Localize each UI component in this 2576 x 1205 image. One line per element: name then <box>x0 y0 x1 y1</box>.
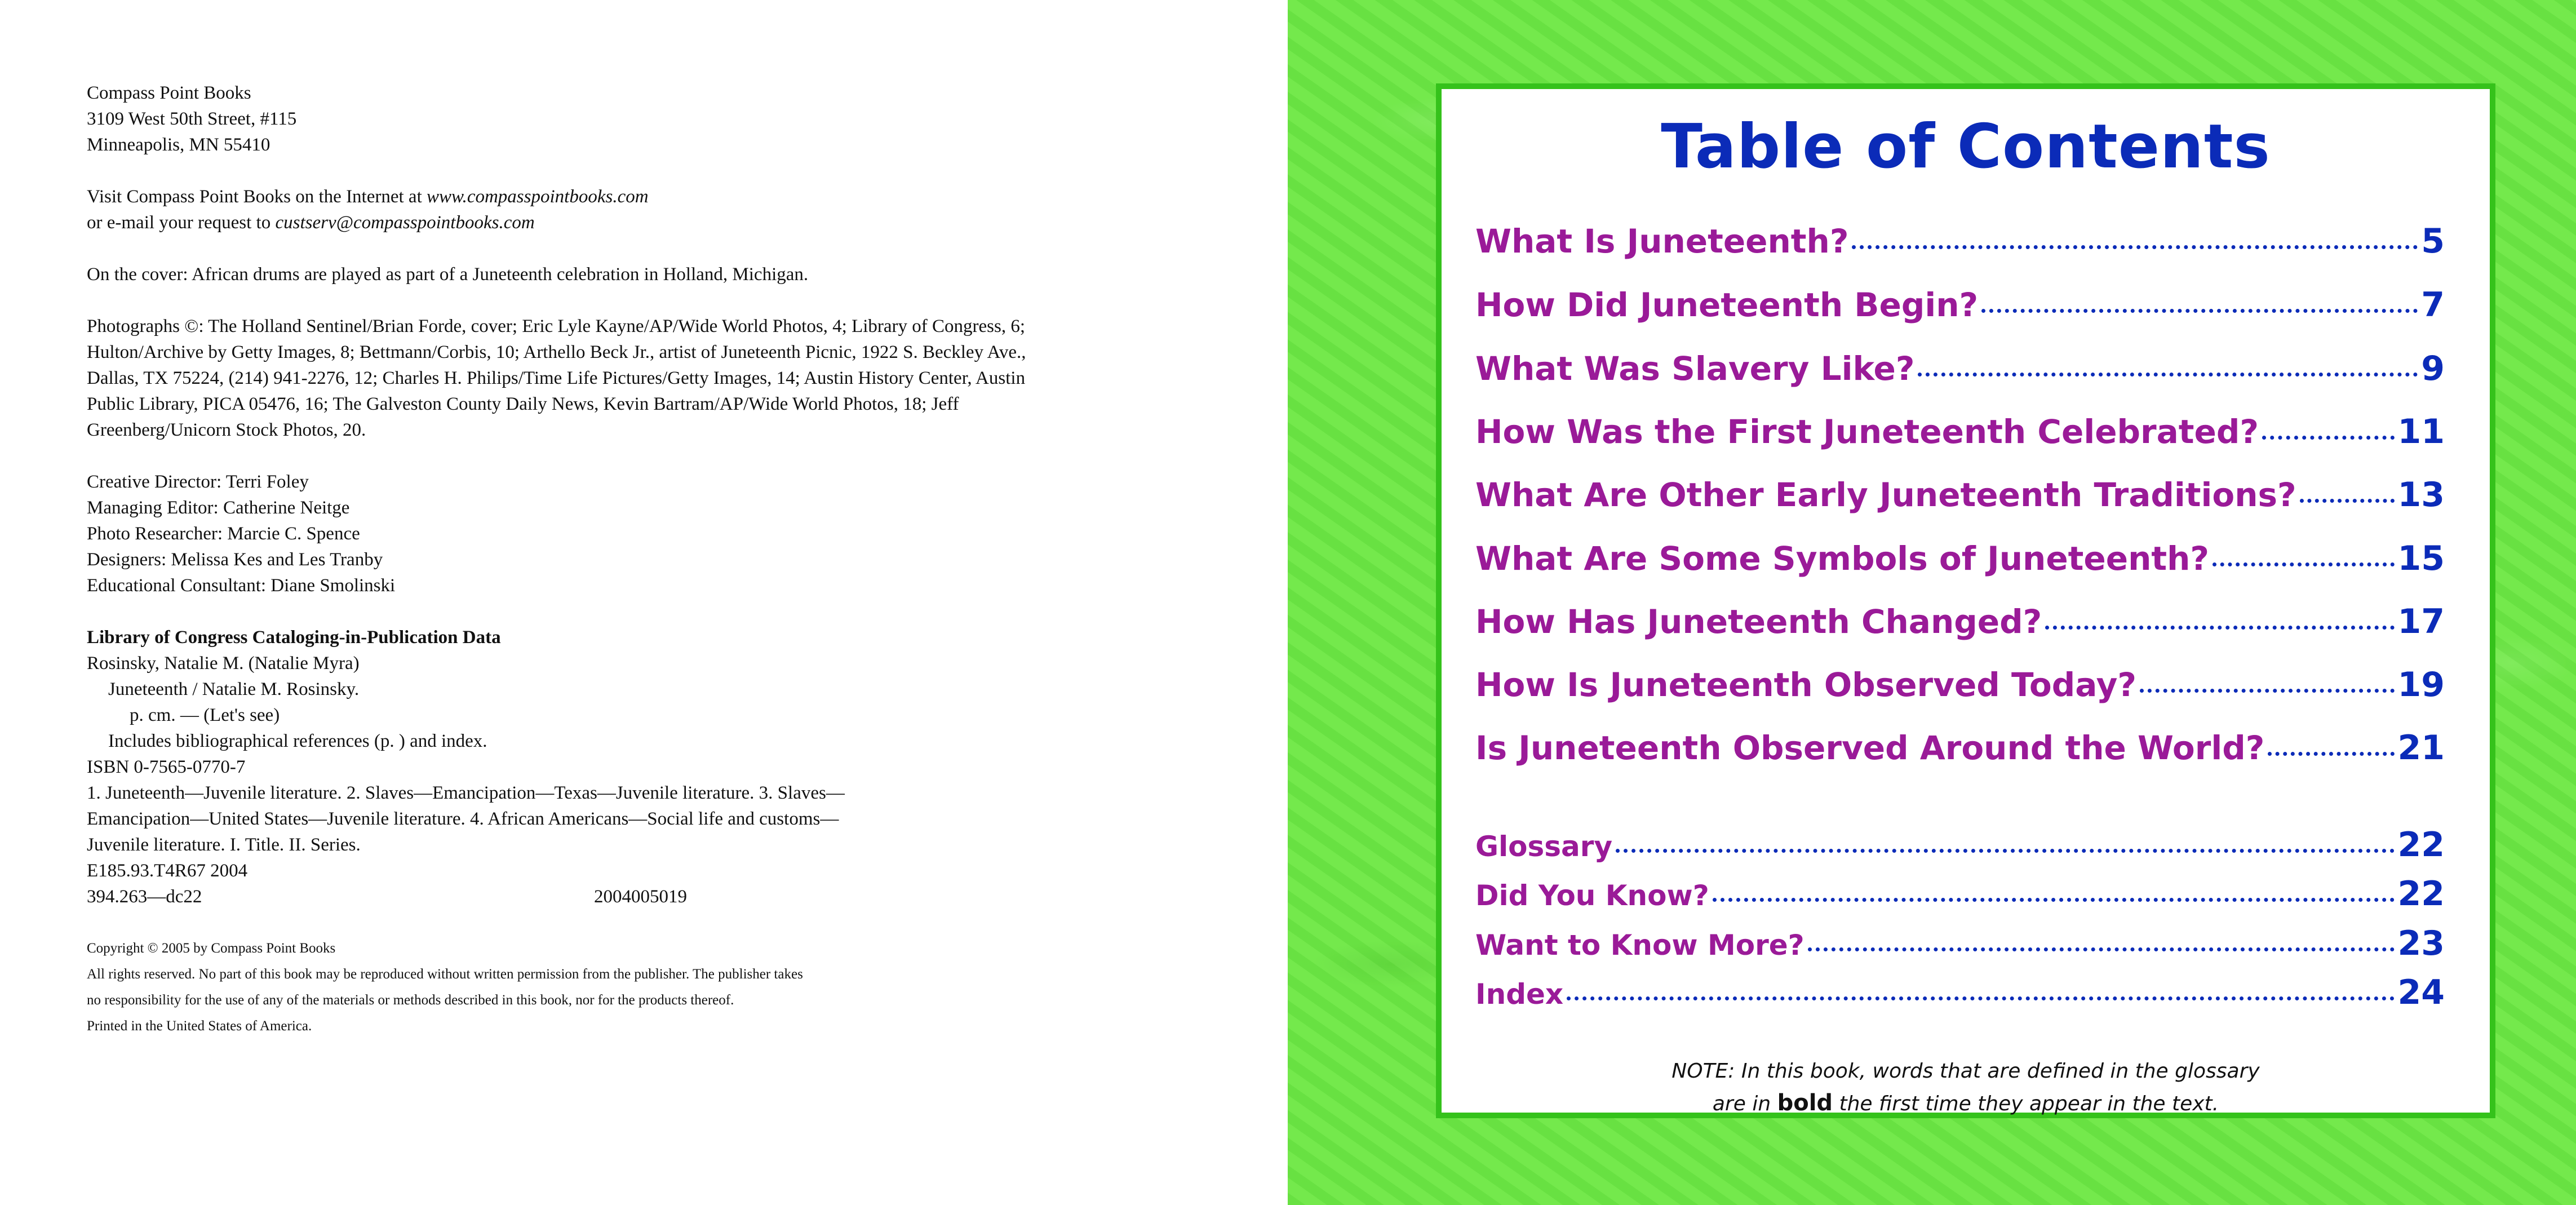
cover-note-text: On the cover: African drums are played as part of a Juneteenth celebration in Holland, Michigan. <box>87 264 809 285</box>
toc-entry-page: 7 <box>2421 285 2445 325</box>
dot-leader <box>1852 245 2418 249</box>
cip-subjects-line: 1. Juneteenth—Juvenile literature. 2. Slaves—Emancipation—Texas—Juvenile literature. 3. Slaves— <box>87 783 845 803</box>
toc-entry-page: 23 <box>2397 924 2445 963</box>
visit-line-1: Visit Compass Point Books on the Internet at www.compasspointbooks.com <box>87 187 649 207</box>
dot-leader <box>1808 947 2395 951</box>
copyright-line: no responsibility for the use of any of the materials or methods described in this book, nor for the products thereof. <box>87 993 734 1008</box>
toc-entry-title: Did You Know? <box>1475 879 1709 912</box>
toc-entry-page: 15 <box>2397 539 2445 578</box>
toc-entry-page: 19 <box>2397 665 2445 705</box>
toc-entry-title: What Was Slavery Like? <box>1475 349 1915 388</box>
photo-credits-line: Hulton/Archive by Getty Images, 8; Bettmann/Corbis, 10; Arthello Beck Jr., artist of Juneteenth Picnic, 1922 S. Beckley Ave., <box>87 342 1026 362</box>
dot-leader <box>2140 689 2394 693</box>
toc-entry-page: 22 <box>2397 825 2445 865</box>
website-link[interactable]: www.compasspointbooks.com <box>427 187 649 207</box>
copyright-line: All rights reserved. No part of this book may be reproduced without written permission from the publisher. The publisher takes <box>87 967 803 982</box>
publisher-address <box>87 80 296 158</box>
staff-credits <box>87 469 395 599</box>
cip-data <box>87 624 845 910</box>
cip-dewey: 394.263—dc22 <box>87 887 202 907</box>
email-link[interactable]: custserv@compasspointbooks.com <box>275 212 535 233</box>
toc-entry[interactable] <box>1475 285 2445 330</box>
credit-line: Designers: Melissa Kes and Les Tranby <box>87 550 383 570</box>
visit-info <box>87 184 649 236</box>
dot-leader <box>1567 996 2394 1000</box>
cip-title: Juneteenth / Natalie M. Rosinsky. <box>108 679 360 699</box>
photo-credits-line: Photographs ©: The Holland Sentinel/Brian Forde, cover; Eric Lyle Kayne/AP/Wide World Photos, 4; Library of Congress, 6; <box>87 316 1026 336</box>
toc-back-entry[interactable] <box>1475 825 2445 870</box>
photo-credits-line: Greenberg/Unicorn Stock Photos, 20. <box>87 420 366 440</box>
toc-entry-page: 13 <box>2397 475 2445 515</box>
toc-entry[interactable] <box>1475 475 2445 520</box>
toc-entry-title: How Is Juneteenth Observed Today? <box>1475 666 2137 704</box>
glossary-note-line-2: are in bold the first time they appear in the text. <box>1712 1090 2219 1116</box>
toc-entry[interactable] <box>1475 221 2445 267</box>
dot-leader <box>1616 849 2394 853</box>
toc-entry-title: Index <box>1475 978 1564 1011</box>
toc-entry-page: 9 <box>2421 349 2445 388</box>
dot-leader <box>1981 309 2418 313</box>
credit-line: Creative Director: Terri Foley <box>87 472 309 492</box>
cip-lc-class: E185.93.T4R67 2004 <box>87 861 248 881</box>
cip-subjects-line: Juvenile literature. I. Title. II. Series. <box>87 835 361 855</box>
toc-entry-title: What Is Juneteenth? <box>1475 222 1849 260</box>
glossary-note <box>1442 1056 2490 1120</box>
toc-entry[interactable] <box>1475 349 2445 394</box>
toc-entry[interactable] <box>1475 728 2445 773</box>
toc-entry-title: How Did Juneteenth Begin? <box>1475 286 1979 324</box>
toc-entry-page: 5 <box>2421 221 2445 261</box>
glossary-note-line-1: NOTE: In this book, words that are defined in the glossary <box>1671 1060 2260 1083</box>
credit-line: Managing Editor: Catherine Neitge <box>87 498 350 518</box>
cip-subjects-line: Emancipation—United States—Juvenile literature. 4. African Americans—Social life and customs— <box>87 809 839 829</box>
cip-author: Rosinsky, Natalie M. (Natalie Myra) <box>87 653 360 674</box>
cip-lccn: 2004005019 <box>594 887 687 907</box>
toc-entry-page: 17 <box>2397 602 2445 641</box>
toc-entry-page: 11 <box>2397 412 2445 451</box>
dot-leader <box>2045 626 2394 630</box>
toc-entry-title: How Has Juneteenth Changed? <box>1475 602 2042 641</box>
toc-entry-title: Want to Know More? <box>1475 929 1804 962</box>
cip-series: p. cm. — (Let's see) <box>130 705 280 725</box>
toc-entry[interactable] <box>1475 539 2445 584</box>
visit-line-2: or e-mail your request to custserv@compasspointbooks.com <box>87 212 535 233</box>
toc-entry-title: What Are Other Early Juneteenth Traditions? <box>1475 476 2296 514</box>
toc-entry-title: How Was the First Juneteenth Celebrated? <box>1475 413 2259 451</box>
toc-entry-title: Is Juneteenth Observed Around the World? <box>1475 729 2265 767</box>
credit-line: Photo Researcher: Marcie C. Spence <box>87 524 360 544</box>
toc-entry-page: 24 <box>2397 973 2445 1012</box>
toc-entry-title: Glossary <box>1475 830 1613 863</box>
dot-leader <box>1918 373 2418 376</box>
cip-isbn: ISBN 0-7565-0770-7 <box>87 757 246 777</box>
toc-entry[interactable] <box>1475 602 2445 647</box>
credit-line: Educational Consultant: Diane Smolinski <box>87 575 396 596</box>
toc-entry-title: What Are Some Symbols of Juneteenth? <box>1475 539 2210 578</box>
dot-leader <box>2213 562 2394 566</box>
cip-heading: Library of Congress Cataloging-in-Publication Data <box>87 627 501 648</box>
photo-credits-line: Dallas, TX 75224, (214) 941-2276, 12; Charles H. Philips/Time Life Pictures/Getty Images, 14; Austin History Center, Austin <box>87 368 1026 388</box>
copyright-notice <box>87 936 803 1039</box>
toc-entry[interactable] <box>1475 665 2445 710</box>
toc-back-entry[interactable] <box>1475 874 2445 919</box>
dot-leader <box>1713 898 2395 902</box>
dot-leader <box>2262 436 2394 440</box>
toc-entry-page: 21 <box>2397 728 2445 768</box>
dot-leader <box>2268 752 2394 756</box>
photo-credits <box>87 313 1026 443</box>
bold-word: bold <box>1777 1090 1833 1116</box>
publisher-name: Compass Point Books <box>87 83 251 103</box>
table-of-contents-card <box>1436 83 2495 1118</box>
cover-note <box>87 262 808 287</box>
dot-leader <box>2300 499 2395 503</box>
publisher-street: 3109 West 50th Street, #115 <box>87 109 297 129</box>
photo-credits-line: Public Library, PICA 05476, 16; The Galveston County Daily News, Kevin Bartram/AP/Wide World Photos, 18; Jeff <box>87 394 959 414</box>
publisher-city: Minneapolis, MN 55410 <box>87 135 271 155</box>
toc-title: Table of Contents <box>1661 112 2271 182</box>
copyright-line: Printed in the United States of America. <box>87 1018 312 1034</box>
cip-classification-row <box>87 884 845 910</box>
toc-entry[interactable] <box>1475 412 2445 457</box>
toc-entry-page: 22 <box>2397 874 2445 914</box>
cip-refs: Includes bibliographical references (p. ) and index. <box>108 731 487 751</box>
toc-back-entry[interactable] <box>1475 924 2445 969</box>
copyright-line: Copyright © 2005 by Compass Point Books <box>87 941 336 956</box>
toc-back-entry[interactable] <box>1475 973 2445 1018</box>
